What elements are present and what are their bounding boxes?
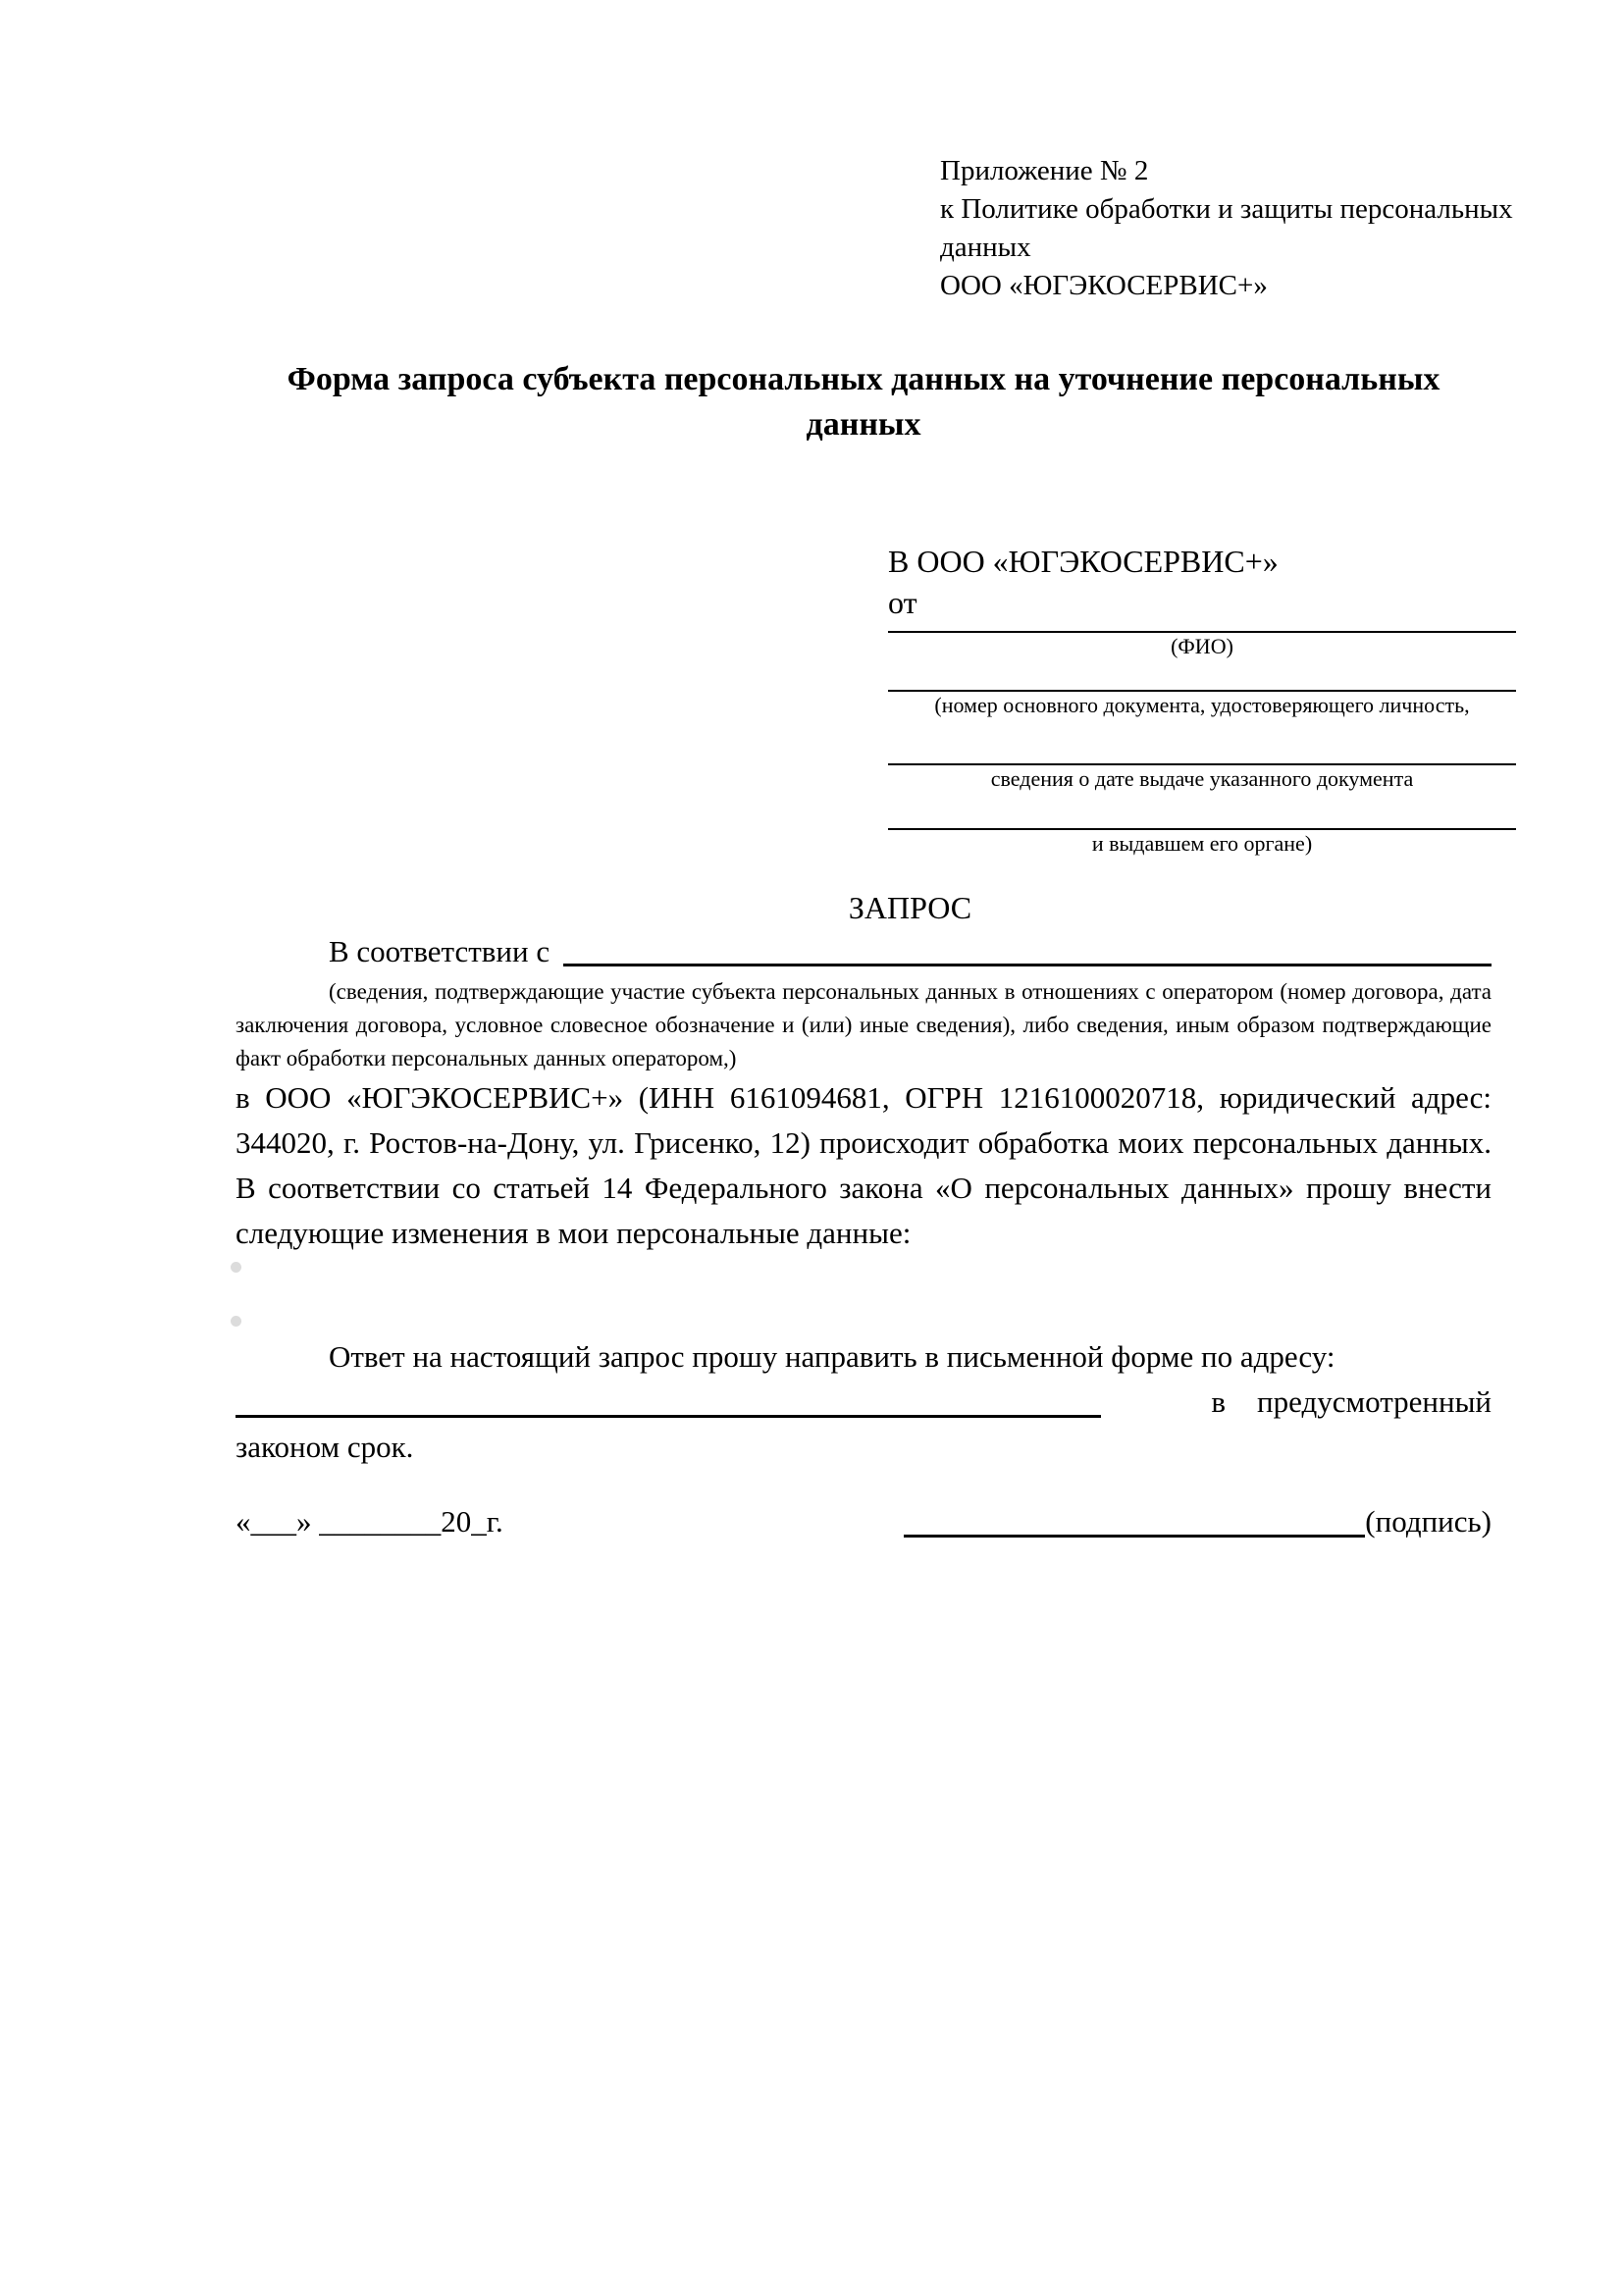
addressee-block (888, 541, 1516, 858)
date-line[interactable]: «___» ________20_г. (236, 1504, 503, 1539)
accordance-row (236, 930, 1492, 973)
id-document-number-field (888, 660, 1516, 719)
id-document-issue-date-blank-line[interactable] (888, 719, 1516, 765)
id-document-issuer-blank-line[interactable] (888, 793, 1516, 830)
faint-list-mark (231, 1316, 241, 1327)
accordance-blank-line[interactable] (563, 964, 1492, 966)
fio-field (888, 623, 1516, 660)
fio-caption: (ФИО) (1171, 634, 1233, 658)
reply-tail-word: в (1211, 1384, 1227, 1419)
page-title: Форма запроса субъекта персональных данных на уточнение персональных данных (287, 361, 1440, 443)
appendix-note (940, 152, 1521, 305)
reply-address-blank-line[interactable] (236, 1415, 1101, 1418)
request-heading: ЗАПРОС (848, 890, 972, 925)
addressee-to: В ООО «ЮГЭКОСЕРВИС+» (888, 544, 1279, 579)
date-signature-row (236, 1499, 1492, 1544)
accordance-note: (сведения, подтверждающие участие субъекта персональных данных в отношениях с оператором (номер договора, дата заключения договора, условное словесное обозначение и (или) иные сведения), либо сведения, иным образом подтверждающие факт обработки персональных данных оператором,) (236, 979, 1492, 1070)
appendix-note-line: Приложение № 2 (940, 155, 1149, 186)
signature-group (904, 1499, 1492, 1544)
reply-lead: Ответ на настоящий запрос прошу направить в письменной форме по адресу: (329, 1339, 1335, 1374)
id-document-number-caption: (номер основного документа, удостоверяющего личность, (934, 693, 1470, 717)
signature-blank-line[interactable] (904, 1535, 1365, 1538)
appendix-note-line: к Политике обработки и защиты персональных данных (940, 193, 1513, 263)
reply-tail-word: предусмотренный (1257, 1384, 1492, 1419)
id-document-issue-date-field (888, 719, 1516, 793)
request-body-paragraph: в ООО «ЮГЭКОСЕРВИС+» (ИНН 6161094681, ОГРН 1216100020718, юридический адрес: 344020, г. Ростов-на-Дону, ул. Грисенко, 12) происходит обработка моих персональных данных. В соответствии со статьей 14 Федерального закона «О персональных данных» прошу внести следующие изменения в мои персональные данные: (236, 1080, 1492, 1250)
signature-caption: (подпись) (1365, 1504, 1492, 1539)
id-document-issuer-caption: и выдавшем его органе) (1091, 831, 1313, 856)
id-document-number-blank-line[interactable] (888, 660, 1516, 692)
fio-blank-line[interactable] (888, 623, 1516, 633)
id-document-issuer-field (888, 793, 1516, 858)
accordance-lead: В соответствии с (329, 934, 550, 968)
reply-address-row (236, 1380, 1492, 1425)
faint-list-mark (231, 1262, 241, 1273)
appendix-note-line: ООО «ЮГЭКОСЕРВИС+» (940, 270, 1268, 301)
addressee-from-label: от (888, 585, 917, 620)
reply-end: законом срок. (236, 1430, 414, 1464)
id-document-issue-date-caption: сведения о дате выдаче указанного документа (990, 766, 1414, 791)
